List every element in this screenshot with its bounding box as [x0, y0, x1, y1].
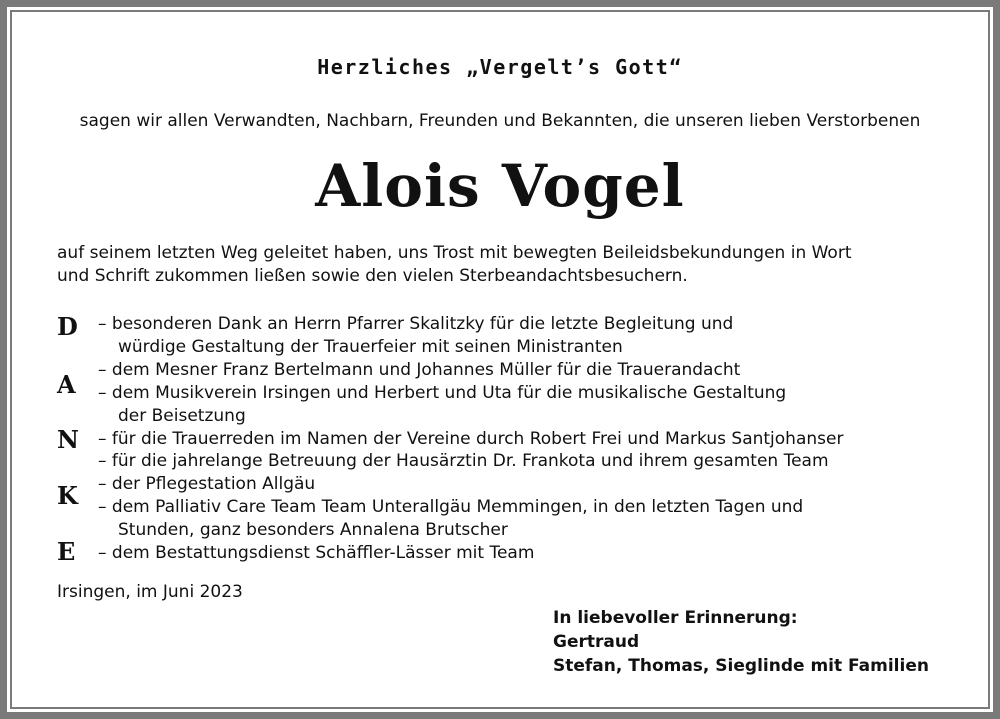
signature-line: Gertraud [553, 632, 640, 652]
signature-block [553, 606, 929, 678]
thanks-item: – dem Mesner Franz Bertelmann und Johannes Müller für die Trauerandacht [98, 359, 741, 380]
thanks-item: – für die jahrelange Betreuung der Hausärztin Dr. Frankota und ihrem gesamten Team [98, 451, 829, 472]
thanks-item: – besonderen Dank an Herrn Pfarrer Skalitzky für die letzte Begleitung und [98, 314, 734, 334]
danke-letter-e: E [57, 537, 76, 566]
danke-letter-k: K [57, 481, 78, 510]
thanks-list [98, 313, 958, 565]
thanks-item-continuation: der Beisetzung [118, 405, 246, 426]
thanks-item: – der Pflegestation Allgäu [98, 474, 316, 495]
paragraph-line: und Schrift zukommen ließen sowie den vielen Sterbeandachtsbesuchern. [57, 266, 688, 286]
body-paragraph [57, 242, 957, 288]
heading: Herzliches „Vergelt’s Gott“ [317, 55, 683, 79]
deceased-name: Alois Vogel [315, 152, 685, 220]
thanks-item: – dem Musikverein Irsingen und Herbert und Uta für die musikalische Gestaltung [98, 382, 787, 403]
thanks-item-continuation: Stunden, ganz besonders Annalena Brutscher [118, 520, 508, 541]
intro-text: sagen wir allen Verwandten, Nachbarn, Freunden und Bekannten, die unseren lieben Verstorbenen [79, 111, 921, 131]
thanks-item: – dem Bestattungsdienst Schäffler-Lässer mit Team [98, 543, 535, 564]
paragraph-line: auf seinem letzten Weg geleitet haben, uns Trost mit bewegten Beileidsbekundungen in Wort [57, 243, 852, 263]
thanks-item-continuation: würdige Gestaltung der Trauerfeier mit seinen Ministranten [118, 336, 623, 357]
signature-line: In liebevoller Erinnerung: [553, 608, 798, 628]
signature-line: Stefan, Thomas, Sieglinde mit Familien [553, 656, 929, 676]
place-date: Irsingen, im Juni 2023 [57, 582, 243, 602]
danke-letter-a: A [57, 370, 76, 399]
danke-letter-d: D [57, 312, 78, 341]
thanks-item: – dem Palliativ Care Team Team Unterallgäu Memmingen, in den letzten Tagen und [98, 497, 804, 518]
thanks-item: – für die Trauerreden im Namen der Vereine durch Robert Frei und Markus Santjohanser [98, 428, 844, 449]
danke-letter-n: N [57, 425, 79, 454]
